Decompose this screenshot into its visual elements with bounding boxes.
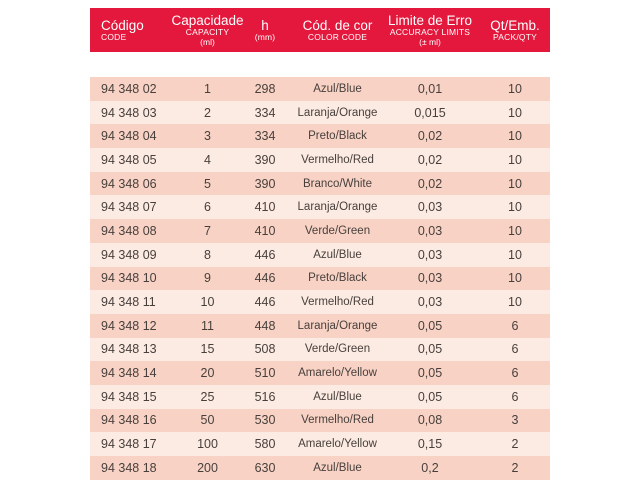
cell-capacity: 11 (201, 318, 214, 333)
table-row (90, 338, 550, 362)
cell-color: Verde/Green (304, 224, 371, 237)
cell-code: 94 348 08 (101, 223, 157, 238)
cell-color: Azul/Blue (313, 390, 362, 403)
table-row (90, 361, 550, 385)
cell-qty: 10 (508, 129, 522, 144)
cell-capacity: 2 (204, 105, 211, 120)
cell-h: 298 (254, 81, 276, 96)
table-row (90, 172, 550, 196)
cell-qty: 10 (508, 271, 522, 286)
header-error-title: Limite de Erro (387, 12, 473, 28)
cell-code: 94 348 07 (101, 200, 157, 215)
cell-capacity: 4 (204, 152, 211, 167)
product-spec-table (90, 8, 550, 480)
cell-capacity: 15 (200, 342, 215, 357)
cell-error: 0,02 (417, 152, 443, 167)
cell-color: Vermelho/Red (301, 153, 374, 166)
cell-h: 390 (254, 176, 276, 191)
cell-qty: 10 (508, 152, 522, 167)
cell-error: 0,05 (417, 342, 443, 357)
cell-code: 94 348 05 (101, 152, 157, 167)
header-capacity-title: Capacidade (171, 12, 244, 28)
cell-color: Laranja/Orange (297, 106, 378, 119)
header-height-subtitle: (mm) (254, 31, 276, 42)
cell-color: Preto/Black (308, 272, 367, 285)
cell-capacity: 100 (197, 437, 218, 452)
cell-code: 94 348 03 (101, 105, 157, 120)
cell-code: 94 348 15 (101, 389, 157, 404)
cell-h: 448 (254, 318, 276, 333)
cell-error: 0,05 (417, 389, 443, 404)
cell-error: 0,15 (417, 437, 443, 452)
cell-error: 0,03 (417, 200, 443, 215)
cell-h: 390 (254, 152, 276, 167)
cell-color: Azul/Blue (313, 82, 362, 95)
cell-error: 0,02 (417, 129, 443, 144)
cell-color: Amarelo/Yellow (298, 367, 377, 380)
cell-color: Verde/Green (304, 343, 371, 356)
cell-capacity: 10 (200, 295, 215, 310)
cell-h: 334 (254, 129, 276, 144)
cell-error: 0,03 (417, 247, 443, 262)
cell-error: 0,05 (417, 366, 443, 381)
cell-error: 0,2 (421, 460, 439, 475)
header-color-title: Cód. de cor (302, 17, 373, 33)
header-error-unit: (± ml) (419, 36, 441, 47)
cell-capacity: 25 (200, 389, 215, 404)
cell-color: Laranja/Orange (297, 319, 378, 332)
table-row (90, 267, 550, 291)
cell-h: 334 (254, 105, 276, 120)
cell-capacity: 3 (204, 129, 211, 144)
cell-error: 0,08 (417, 413, 443, 428)
header-capacity (171, 8, 244, 52)
header-error-subtitle: ACCURACY LIMITS (389, 27, 471, 38)
cell-qty: 10 (508, 81, 522, 96)
cell-error: 0,02 (417, 176, 443, 191)
cell-qty: 6 (511, 366, 519, 381)
cell-error: 0,03 (417, 295, 443, 310)
cell-code: 94 348 02 (101, 81, 157, 96)
cell-code: 94 348 11 (101, 295, 156, 310)
cell-h: 508 (254, 342, 276, 357)
table-row (90, 314, 550, 338)
cell-h: 410 (254, 223, 276, 238)
cell-code: 94 348 14 (101, 366, 157, 381)
cell-h: 410 (254, 200, 276, 215)
cell-code: 94 348 10 (101, 271, 157, 286)
cell-code: 94 348 13 (101, 342, 157, 357)
table-row (90, 219, 550, 243)
cell-color: Laranja/Orange (297, 201, 378, 214)
cell-qty: 10 (508, 223, 522, 238)
table-row (90, 124, 550, 148)
cell-capacity: 9 (204, 271, 211, 286)
cell-color: Branco/White (302, 177, 373, 190)
table-row (90, 409, 550, 433)
cell-qty: 6 (511, 389, 519, 404)
cell-capacity: 200 (197, 460, 218, 475)
cell-color: Amarelo/Yellow (298, 438, 377, 451)
cell-capacity: 1 (204, 81, 211, 96)
header-code-title: Código (101, 17, 144, 33)
cell-qty: 10 (508, 200, 522, 215)
cell-capacity: 20 (200, 366, 215, 381)
table-header (90, 8, 550, 52)
cell-capacity: 8 (204, 247, 211, 262)
table-body (90, 77, 550, 480)
cell-h: 510 (254, 366, 276, 381)
cell-qty: 6 (511, 318, 519, 333)
cell-h: 630 (254, 460, 276, 475)
cell-capacity: 6 (204, 200, 211, 215)
cell-code: 94 348 09 (101, 247, 157, 262)
cell-code: 94 348 17 (101, 437, 157, 452)
cell-qty: 3 (511, 413, 519, 428)
cell-qty: 6 (511, 342, 519, 357)
header-qty-title: Qt/Emb. (490, 17, 540, 33)
cell-h: 446 (254, 295, 276, 310)
cell-code: 94 348 16 (101, 413, 157, 428)
table-row (90, 290, 550, 314)
header-qty-subtitle: PACK/QTY (493, 31, 537, 42)
cell-code: 94 348 18 (101, 460, 157, 475)
header-color-code (295, 8, 380, 52)
header-height-title: h (261, 17, 269, 33)
cell-capacity: 50 (200, 413, 215, 428)
header-code (90, 8, 180, 52)
table-row (90, 456, 550, 480)
cell-h: 446 (254, 271, 276, 286)
cell-qty: 10 (508, 295, 522, 310)
cell-qty: 10 (508, 247, 522, 262)
cell-error: 0,03 (417, 271, 443, 286)
cell-h: 530 (254, 413, 276, 428)
cell-error: 0,01 (417, 81, 443, 96)
cell-code: 94 348 06 (101, 176, 157, 191)
cell-error: 0,015 (414, 105, 446, 120)
cell-qty: 10 (508, 176, 522, 191)
cell-error: 0,03 (417, 223, 443, 238)
cell-h: 446 (254, 247, 276, 262)
header-pack-qty (480, 8, 550, 52)
header-color-subtitle: COLOR CODE (307, 31, 368, 42)
table-row (90, 385, 550, 409)
table-row (90, 148, 550, 172)
cell-qty: 2 (511, 460, 519, 475)
table-row (90, 243, 550, 267)
cell-capacity: 7 (204, 223, 211, 238)
table-row (90, 77, 550, 101)
cell-color: Azul/Blue (313, 461, 362, 474)
table-row (90, 101, 550, 125)
cell-code: 94 348 12 (101, 318, 157, 333)
header-code-subtitle: CODE (101, 31, 127, 42)
cell-color: Azul/Blue (313, 248, 362, 261)
header-error-limit (380, 8, 480, 52)
header-capacity-unit: (ml) (200, 36, 215, 47)
cell-color: Preto/Black (308, 130, 367, 143)
header-height (235, 8, 295, 52)
cell-color: Vermelho/Red (301, 414, 374, 427)
cell-h: 516 (254, 389, 276, 404)
cell-qty: 2 (511, 437, 519, 452)
cell-code: 94 348 04 (101, 129, 157, 144)
table-row (90, 195, 550, 219)
cell-capacity: 5 (204, 176, 211, 191)
cell-qty: 10 (508, 105, 522, 120)
table-row (90, 432, 550, 456)
cell-h: 580 (254, 437, 276, 452)
header-capacity-subtitle: CAPACITY (185, 27, 230, 38)
cell-color: Vermelho/Red (301, 296, 374, 309)
cell-error: 0,05 (417, 318, 443, 333)
